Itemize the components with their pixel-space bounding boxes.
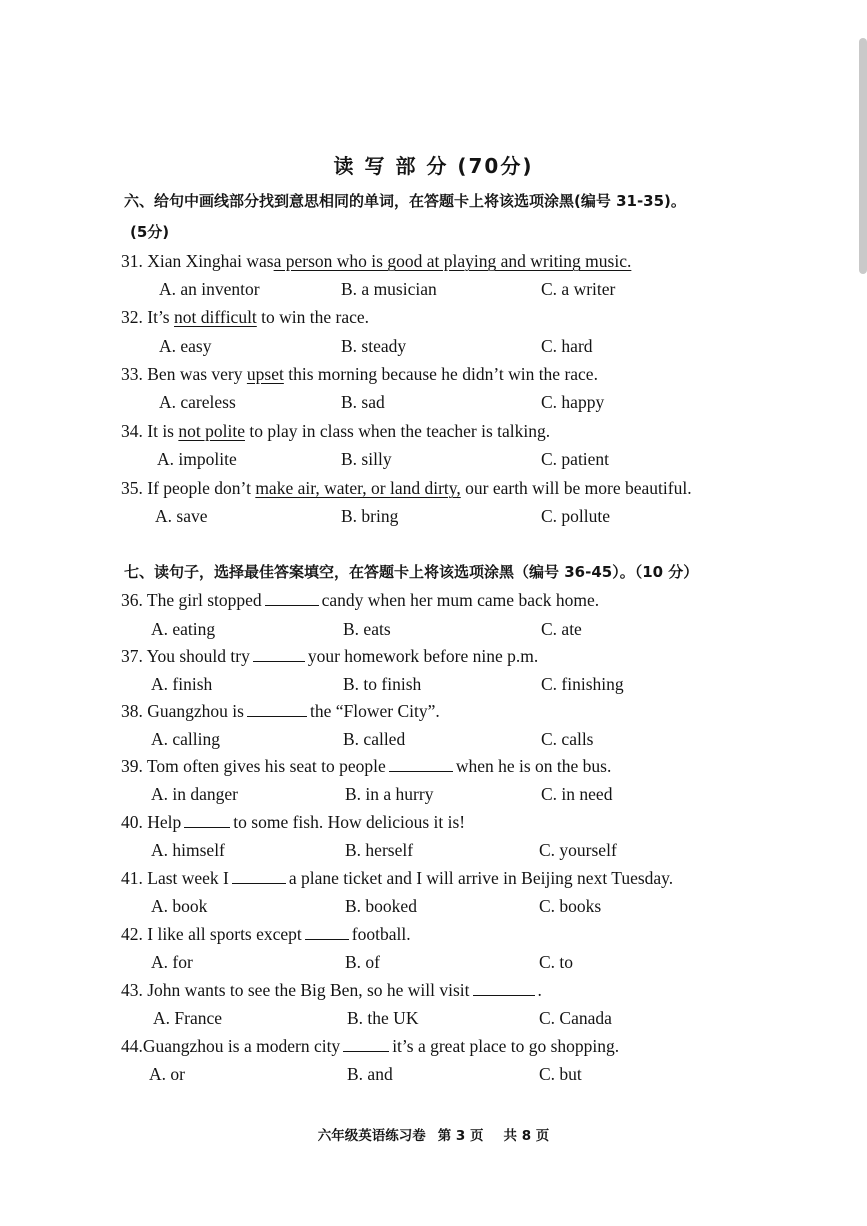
question-31-underlined: a person who is good at playing and writing music.: [273, 251, 632, 271]
q40-option-a: A. himself: [151, 840, 225, 860]
q31-option-a: A. an inventor: [159, 279, 260, 299]
q36-option-b: B. eats: [343, 619, 391, 639]
question-31-text: 31. Xian Xinghai was: [121, 251, 274, 271]
q34-option-b: B. silly: [341, 449, 392, 469]
question-43-text-pre: 43. John wants to see the Big Ben, so he will visit: [121, 980, 470, 1000]
q35-option-a: A. save: [155, 506, 208, 526]
q42-option-a: A. for: [151, 952, 193, 972]
page-footer: [0, 1124, 867, 1144]
q41-option-c: C. books: [539, 896, 602, 916]
question-43: [121, 979, 542, 1001]
question-37: [121, 645, 538, 667]
q40-option-b: B. herself: [345, 840, 414, 860]
question-40: [121, 811, 465, 833]
question-42-text-pre: 42. I like all sports except: [121, 924, 302, 944]
question-39-text-pre: 39. Tom often gives his seat to people: [121, 756, 386, 776]
q32-option-a: A. easy: [159, 336, 212, 356]
section-6-heading: 六、给句中画线部分找到意思相同的单词，在答题卡上将该选项涂黑(编号 31-35)。: [124, 192, 686, 210]
question-35: [121, 477, 692, 499]
q44-option-b: B. and: [347, 1064, 393, 1084]
q33-option-a: A. careless: [159, 392, 236, 412]
q31-option-c: C. a writer: [541, 279, 616, 299]
q35-option-b: B. bring: [341, 506, 399, 526]
question-32-text-pre: 32. It’s: [121, 307, 174, 327]
question-44: [121, 1035, 619, 1057]
question-38-text-post: the “Flower City”.: [309, 701, 440, 721]
question-40-text-pre: 40. Help: [121, 812, 182, 832]
q43-option-b: B. the UK: [347, 1008, 419, 1028]
question-36: [121, 589, 599, 611]
question-32-text-post: to win the race.: [256, 307, 370, 327]
q39-option-c: C. in need: [541, 784, 613, 804]
question-43-text-post: .: [537, 980, 542, 1000]
answer-blank: [253, 647, 305, 662]
question-35-underlined: make air, water, or land dirty,: [255, 478, 461, 498]
question-34-text-post: to play in class when the teacher is talking.: [244, 421, 551, 441]
q34-option-a: A. impolite: [157, 449, 237, 469]
q32-option-c: C. hard: [541, 336, 593, 356]
question-38-text-pre: 38. Guangzhou is: [121, 701, 244, 721]
answer-blank: [247, 702, 307, 717]
answer-blank: [184, 813, 230, 828]
answer-blank: [232, 869, 286, 884]
question-32-underlined: not difficult: [174, 307, 257, 327]
question-34: [121, 420, 550, 442]
question-42-text-post: football.: [351, 924, 411, 944]
question-33-text-post: this morning because he didn’t win the race.: [283, 364, 598, 384]
question-32: [121, 306, 369, 328]
q34-option-c: C. patient: [541, 449, 610, 469]
question-36-text-pre: 36. The girl stopped: [121, 590, 262, 610]
q36-option-c: C. ate: [541, 619, 582, 639]
question-41-text-pre: 41. Last week I: [121, 868, 229, 888]
footer-total-pages: 共 8 页: [503, 1128, 550, 1144]
question-44-text-pre: 44.Guangzhou is a modern city: [121, 1036, 341, 1056]
q33-option-b: B. sad: [341, 392, 385, 412]
footer-page-number: 第 3 页: [437, 1128, 484, 1144]
q44-option-a: A. or: [149, 1064, 185, 1084]
question-39-text-post: when he is on the bus.: [455, 756, 612, 776]
page-title: 读 写 部 分 (70分): [333, 154, 534, 178]
question-38: [121, 700, 440, 722]
section-7-heading: 七、读句子，选择最佳答案填空，在答题卡上将该选项涂黑（编号 36-45）。（10 分）: [124, 563, 699, 581]
q38-option-b: B. called: [343, 729, 406, 749]
answer-blank: [343, 1037, 389, 1052]
question-41-text-post: a plane ticket and I will arrive in Beijing next Tuesday.: [288, 868, 674, 888]
q32-option-b: B. steady: [341, 336, 407, 356]
question-34-underlined: not polite: [178, 421, 245, 441]
question-41: [121, 867, 673, 889]
question-35-text-pre: 35. If people don’t: [121, 478, 256, 498]
q40-option-c: C. yourself: [539, 840, 617, 860]
q42-option-c: C. to: [539, 952, 574, 972]
q38-option-a: A. calling: [151, 729, 221, 749]
answer-blank: [473, 981, 535, 996]
question-37-text-post: your homework before nine p.m.: [307, 646, 539, 666]
q37-option-c: C. finishing: [541, 674, 624, 694]
q43-option-c: C. Canada: [539, 1008, 612, 1028]
q38-option-c: C. calls: [541, 729, 594, 749]
q37-option-b: B. to finish: [343, 674, 422, 694]
q42-option-b: B. of: [345, 952, 380, 972]
q39-option-a: A. in danger: [151, 784, 238, 804]
q44-option-c: C. but: [539, 1064, 582, 1084]
answer-blank: [389, 757, 453, 772]
q39-option-b: B. in a hurry: [345, 784, 434, 804]
footer-exam-name: 六年级英语练习卷: [317, 1128, 426, 1144]
q43-option-a: A. France: [153, 1008, 223, 1028]
answer-blank: [305, 925, 349, 940]
q41-option-b: B. booked: [345, 896, 417, 916]
question-40-text-post: to some fish. How delicious it is!: [233, 812, 466, 832]
answer-blank: [265, 591, 319, 606]
question-37-text-pre: 37. You should try: [121, 646, 250, 666]
question-35-text-post: our earth will be more beautiful.: [460, 478, 692, 498]
question-33: [121, 363, 598, 385]
q41-option-a: A. book: [151, 896, 208, 916]
q31-option-b: B. a musician: [341, 279, 437, 299]
question-44-text-post: it’s a great place to go shopping.: [392, 1036, 620, 1056]
question-34-text-pre: 34. It is: [121, 421, 179, 441]
section-6-score: (5分): [130, 223, 170, 241]
question-33-text-pre: 33. Ben was very: [121, 364, 247, 384]
question-33-underlined: upset: [246, 364, 284, 384]
question-42: [121, 923, 411, 945]
question-39: [121, 755, 611, 777]
q36-option-a: A. eating: [151, 619, 216, 639]
question-36-text-post: candy when her mum came back home.: [321, 590, 600, 610]
q37-option-a: A. finish: [151, 674, 213, 694]
q35-option-c: C. pollute: [541, 506, 611, 526]
q33-option-c: C. happy: [541, 392, 605, 412]
question-31: [121, 250, 631, 272]
